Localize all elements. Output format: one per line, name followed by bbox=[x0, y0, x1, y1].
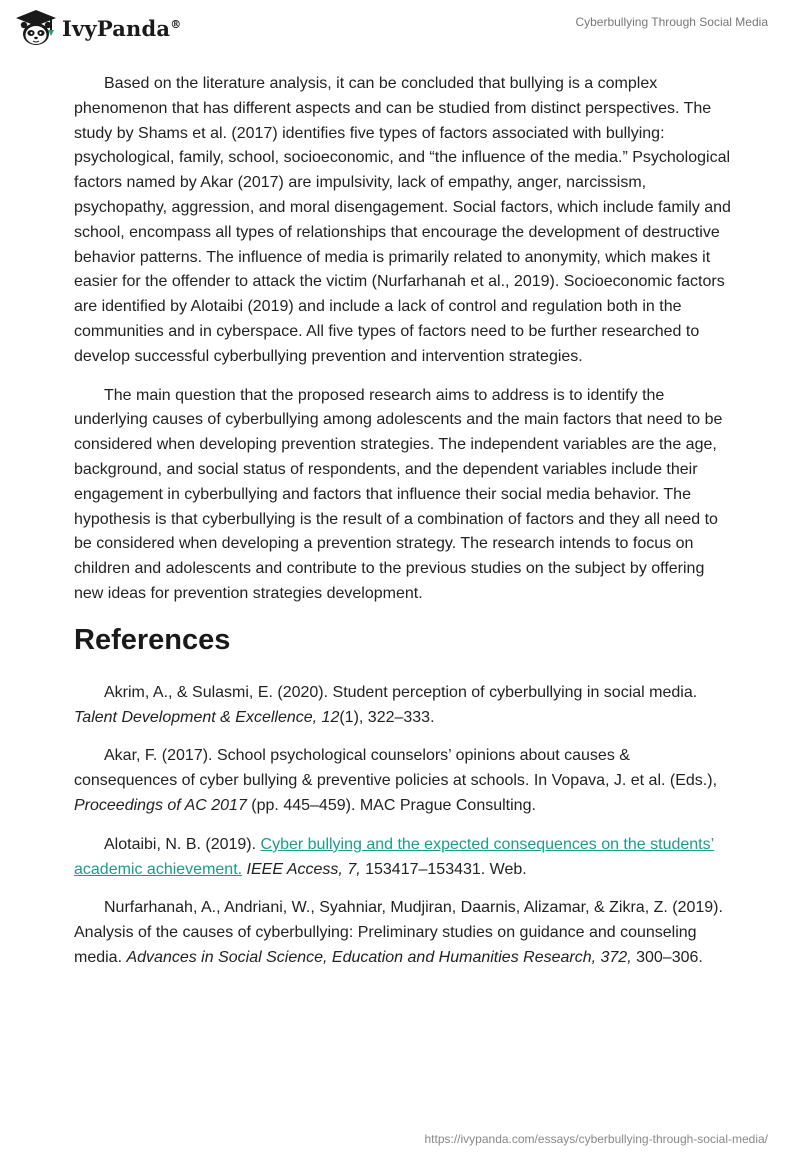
reference-item: Nurfarhanah, A., Andriani, W., Syahniar, Mudjiran, Daarnis, Alizamar, & Zikra, Z. (2019). Analysis of the causes of cyberbullying: Preliminary studies on guidance and counseling media. Advances in Social Science, Education and Humanities Research, 372, 300–306. bbox=[74, 899, 723, 966]
document-title: Cyberbullying Through Social Media bbox=[575, 15, 768, 29]
source-url: https://ivypanda.com/essays/cyberbullying-through-social-media/ bbox=[424, 1132, 768, 1146]
document-body bbox=[74, 72, 734, 985]
references-heading: References bbox=[74, 623, 231, 656]
reference-link[interactable]: Cyber bullying and the expected consequences on the students’ academic achievement. bbox=[74, 835, 715, 878]
body-paragraph: The main question that the proposed research aims to address is to identify the underlying causes of cyberbullying among adolescents and the main factors that need to be considered when developing prevention strategies. The independent variables are the age, background, and social status of respondents, and the dependent variables include their engagement in cyberbullying and factors that influence their social media behavior. The hypothesis is that cyberbullying is the result of a combination of factors and they all need to be considered when developing a prevention strategy. The research intends to focus on children and adolescents and contribute to the previous studies on the subject by offering new ideas for prevention strategies development. bbox=[74, 386, 723, 602]
reference-item: Akrim, A., & Sulasmi, E. (2020). Student perception of cyberbullying in social media. Talent Development & Excellence, 12(1), 322–333. bbox=[74, 683, 698, 726]
reference-item: Akar, F. (2017). School psychological counselors’ opinions about causes & consequences of cyber bullying & preventive policies at schools. In Vopava, J. et al. (Eds.), Proceedings of AC 2017 (pp. 445–459). MAC Prague Consulting. bbox=[74, 747, 718, 814]
reference-item: Alotaibi, N. B. (2019). Cyber bullying and the expected consequences on the students’ academic achievement. IEEE Access, 7, 153417–153431. Web. bbox=[74, 835, 715, 878]
panda-graduation-cap-icon bbox=[14, 8, 58, 48]
body-paragraph: Based on the literature analysis, it can be concluded that bullying is a complex phenomenon that has different aspects and can be studied from distinct perspectives. The study by Shams et al. (2017) identifies five types of factors associated with bullying: psychological, family, school, socioeconomic, and “the influence of the media.” Psychological factors named by Akar (2017) are impulsivity, lack of empathy, anger, narcissism, psychopathy, aggression, and moral disengagement. Social factors, which include family and school, encompass all types of relationships that encourage the development of destructive behavior patterns. The influence of media is primarily related to anonymity, which makes it easier for the offender to attack the victim (Nurfarhanah et al., 2019). Socioeconomic factors are identified by Alotaibi (2019) and include a lack of control and regulation both in the communities and in cyberspace. All five types of factors need to be further researched to develop successful cyberbullying prevention and intervention strategies. bbox=[74, 75, 731, 365]
page-header bbox=[0, 0, 800, 60]
brand-logo[interactable] bbox=[14, 8, 181, 48]
brand-name: IvyPanda® bbox=[62, 15, 182, 41]
